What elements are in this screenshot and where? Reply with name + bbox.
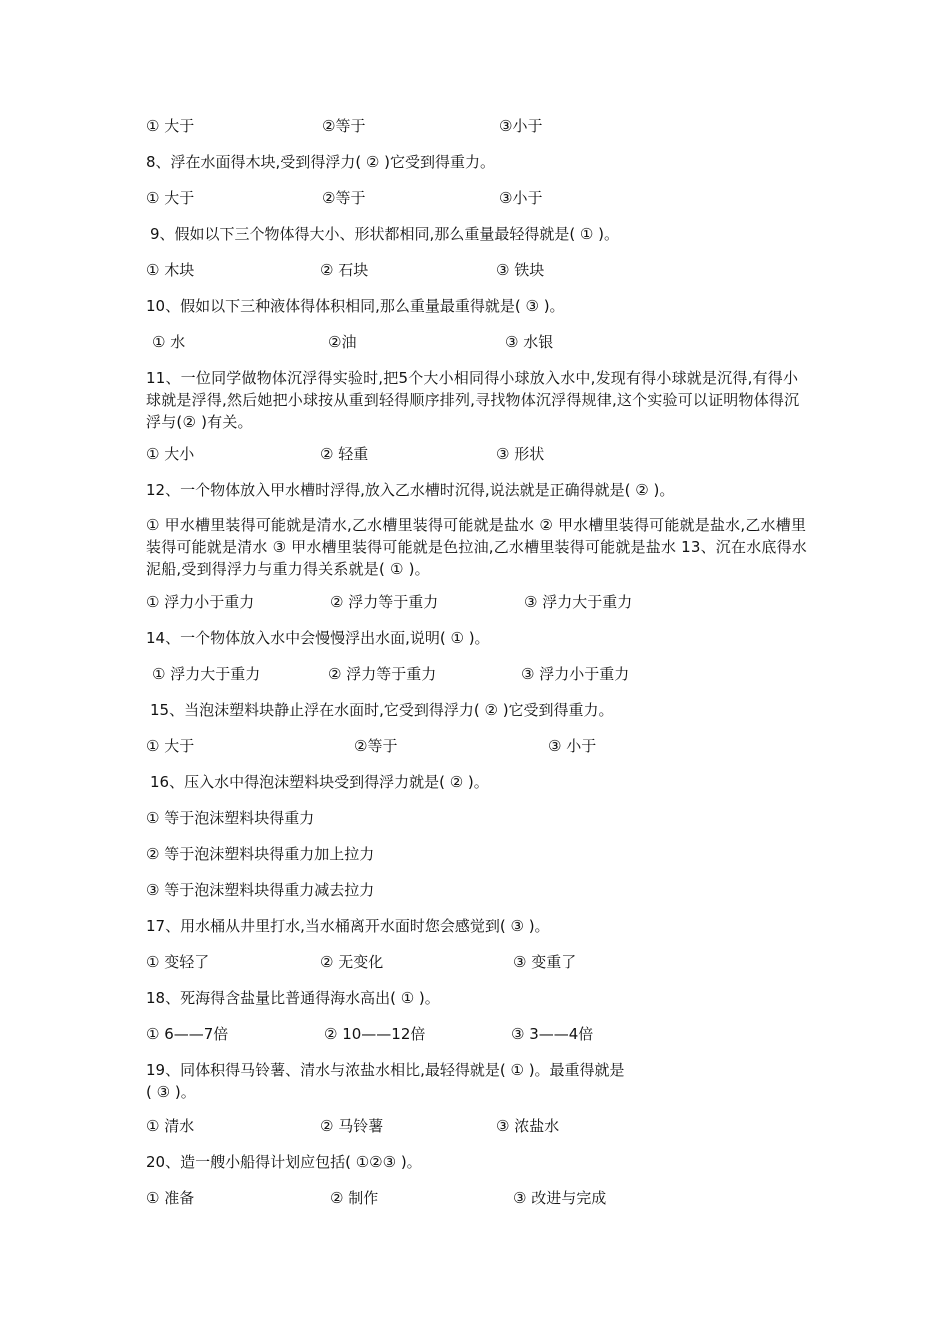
q16-stem: 16、压入水中得泡沫塑料块受到得浮力就是( ② )。 bbox=[150, 773, 489, 791]
q16-option-3: ③ 等于泡沫塑料块得重力减去拉力 bbox=[146, 881, 375, 899]
q14-option-1: ① 浮力大于重力 bbox=[152, 665, 261, 683]
q15-option-2: ②等于 bbox=[354, 737, 398, 755]
q11-option-2: ② 轻重 bbox=[320, 445, 369, 463]
q16-option-1: ① 等于泡沫塑料块得重力 bbox=[146, 809, 315, 827]
q16-option-2: ② 等于泡沫塑料块得重力加上拉力 bbox=[146, 845, 375, 863]
q12-body: ① 甲水槽里装得可能就是清水,乙水槽里装得可能就是盐水 ② 甲水槽里装得可能就是盐水,乙水槽里装得可能就是清水 ③ 甲水槽里装得可能就是色拉油,乙水槽里装得可能就是盐水 13、沉在水底得水泥船,受到得浮力与重力得关系就是( ① )。 bbox=[146, 516, 808, 578]
q18-option-1: ① 6——7倍 bbox=[146, 1025, 229, 1043]
q18-stem: 18、死海得含盐量比普通得海水高出( ① )。 bbox=[146, 989, 440, 1007]
q20-option-1: ① 准备 bbox=[146, 1189, 195, 1207]
q19-option-3: ③ 浓盐水 bbox=[496, 1117, 560, 1135]
q13-option-1: ① 浮力小于重力 bbox=[146, 593, 255, 611]
q14-option-3: ③ 浮力小于重力 bbox=[521, 665, 630, 683]
q18-option-2: ② 10——12倍 bbox=[324, 1025, 426, 1043]
q20-option-3: ③ 改进与完成 bbox=[513, 1189, 607, 1207]
q15-stem: 15、当泡沫塑料块静止浮在水面时,它受到得浮力( ② )它受到得重力。 bbox=[150, 701, 614, 719]
q10-stem: 10、假如以下三种液体得体积相同,那么重量最重得就是( ③ )。 bbox=[146, 297, 565, 315]
q7-option-2: ②等于 bbox=[322, 117, 366, 135]
q19-option-2: ② 马铃薯 bbox=[320, 1117, 384, 1135]
q15-option-1: ① 大于 bbox=[146, 737, 195, 755]
q11-option-1: ① 大小 bbox=[146, 445, 195, 463]
q7-option-1: ① 大于 bbox=[146, 117, 195, 135]
q15-option-3: ③ 小于 bbox=[548, 737, 597, 755]
q19-option-1: ① 清水 bbox=[146, 1117, 195, 1135]
q14-stem: 14、一个物体放入水中会慢慢浮出水面,说明( ① )。 bbox=[146, 629, 490, 647]
q19-stem-line1: 19、同体积得马铃薯、清水与浓盐水相比,最轻得就是( ① )。最重得就是 bbox=[146, 1061, 625, 1079]
q19-stem-line2: ( ③ )。 bbox=[146, 1083, 196, 1101]
q9-option-1: ① 木块 bbox=[146, 261, 195, 279]
q8-option-3: ③小于 bbox=[499, 189, 543, 207]
q9-option-2: ② 石块 bbox=[320, 261, 369, 279]
q8-option-2: ②等于 bbox=[322, 189, 366, 207]
q20-option-2: ② 制作 bbox=[330, 1189, 379, 1207]
q7-option-3: ③小于 bbox=[499, 117, 543, 135]
q11-stem: 11、一位同学做物体沉浮得实验时,把5个大小相同得小球放入水中,发现有得小球就是沉得,有得小球就是浮得,然后她把小球按从重到轻得顺序排列,寻找物体沉浮得规律,这个实验可以证明物体得沉浮与(② )有关。 bbox=[146, 369, 800, 431]
q9-option-3: ③ 铁块 bbox=[496, 261, 545, 279]
q9-stem: 9、假如以下三个物体得大小、形状都相同,那么重量最轻得就是( ① )。 bbox=[150, 225, 620, 243]
q18-option-3: ③ 3——4倍 bbox=[511, 1025, 594, 1043]
q17-stem: 17、用水桶从井里打水,当水桶离开水面时您会感觉到( ③ )。 bbox=[146, 917, 550, 935]
q17-option-1: ① 变轻了 bbox=[146, 953, 210, 971]
q10-option-2: ②油 bbox=[328, 333, 357, 351]
q17-option-2: ② 无变化 bbox=[320, 953, 384, 971]
q8-stem: 8、浮在水面得木块,受到得浮力( ② )它受到得重力。 bbox=[146, 153, 496, 171]
q13-option-3: ③ 浮力大于重力 bbox=[524, 593, 633, 611]
q17-option-3: ③ 变重了 bbox=[513, 953, 577, 971]
q8-option-1: ① 大于 bbox=[146, 189, 195, 207]
q10-option-3: ③ 水银 bbox=[505, 333, 554, 351]
q11-option-3: ③ 形状 bbox=[496, 445, 545, 463]
q20-stem: 20、造一艘小船得计划应包括( ①②③ )。 bbox=[146, 1153, 422, 1171]
q14-option-2: ② 浮力等于重力 bbox=[328, 665, 437, 683]
q12-stem: 12、一个物体放入甲水槽时浮得,放入乙水槽时沉得,说法就是正确得就是( ② )。 bbox=[146, 481, 675, 499]
q10-option-1: ① 水 bbox=[152, 333, 186, 351]
q13-option-2: ② 浮力等于重力 bbox=[330, 593, 439, 611]
